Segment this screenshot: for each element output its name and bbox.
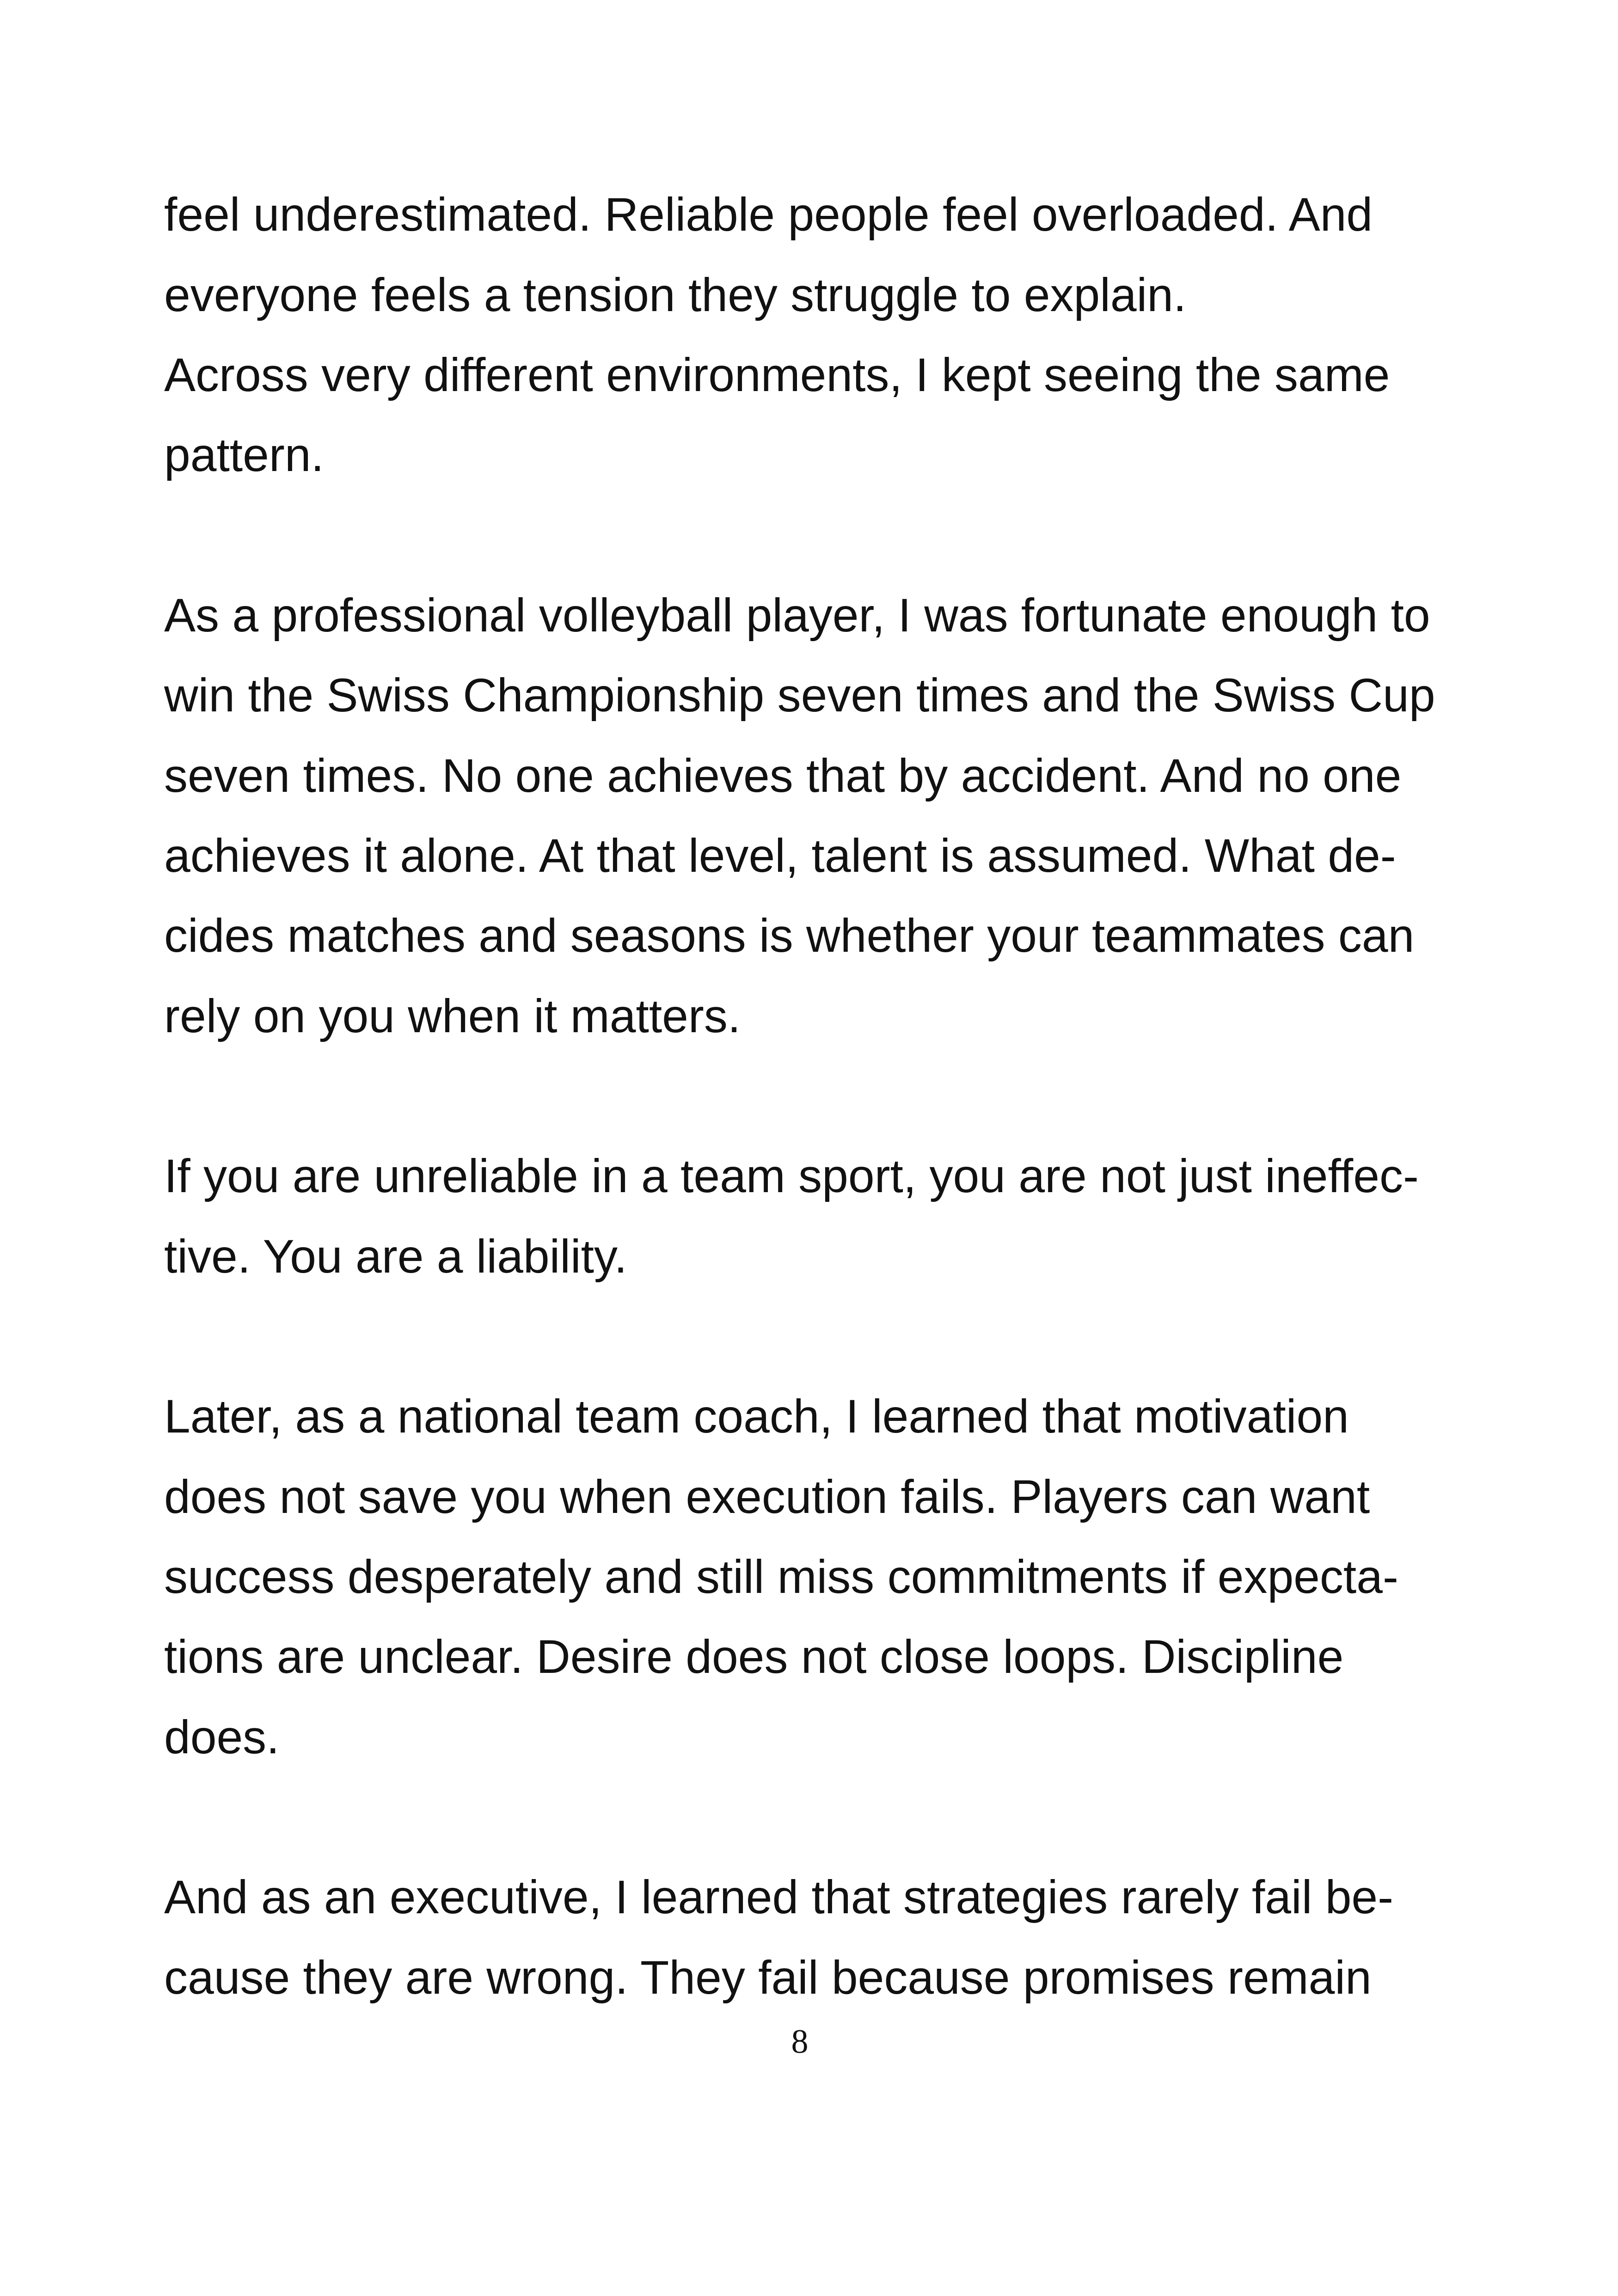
text-line: If you are unreliable in a team sport, you are not just ineffec- (164, 1150, 1419, 1202)
text-line: As a professional volleyball player, I was fortunate enough to (164, 589, 1430, 642)
text-line: pattern. (164, 429, 324, 481)
text-line: achieves it alone. At that level, talent is assumed. What de- (164, 829, 1396, 882)
text-line: feel underestimated. Reliable people feel overloaded. And (164, 188, 1373, 241)
text-line: tive. You are a liability. (164, 1230, 627, 1283)
text-line: win the Swiss Championship seven times and the Swiss Cup (164, 669, 1435, 722)
text-line: cides matches and seasons is whether your teammates can (164, 909, 1415, 962)
text-line: everyone feels a tension they struggle to explain. (164, 269, 1187, 321)
text-line: tions are unclear. Desire does not close loops. Discipline (164, 1630, 1344, 1683)
text-line: success desperately and still miss commitments if expecta- (164, 1550, 1398, 1603)
text-line: does. (164, 1711, 280, 1763)
text-line: seven times. No one achieves that by accident. And no one (164, 749, 1402, 802)
text-line: does not save you when execution fails. Players can want (164, 1470, 1370, 1523)
text-line: Across very different environments, I kept seeing the same (164, 349, 1390, 401)
text-line: cause they are wrong. They fail because promises remain (164, 1951, 1372, 2004)
text-line: Later, as a national team coach, I learned that motivation (164, 1390, 1349, 1443)
text-line: And as an executive, I learned that strategies rarely fail be- (164, 1871, 1394, 1923)
text-line: rely on you when it matters. (164, 990, 741, 1042)
page-number: 8 (791, 2023, 809, 2061)
